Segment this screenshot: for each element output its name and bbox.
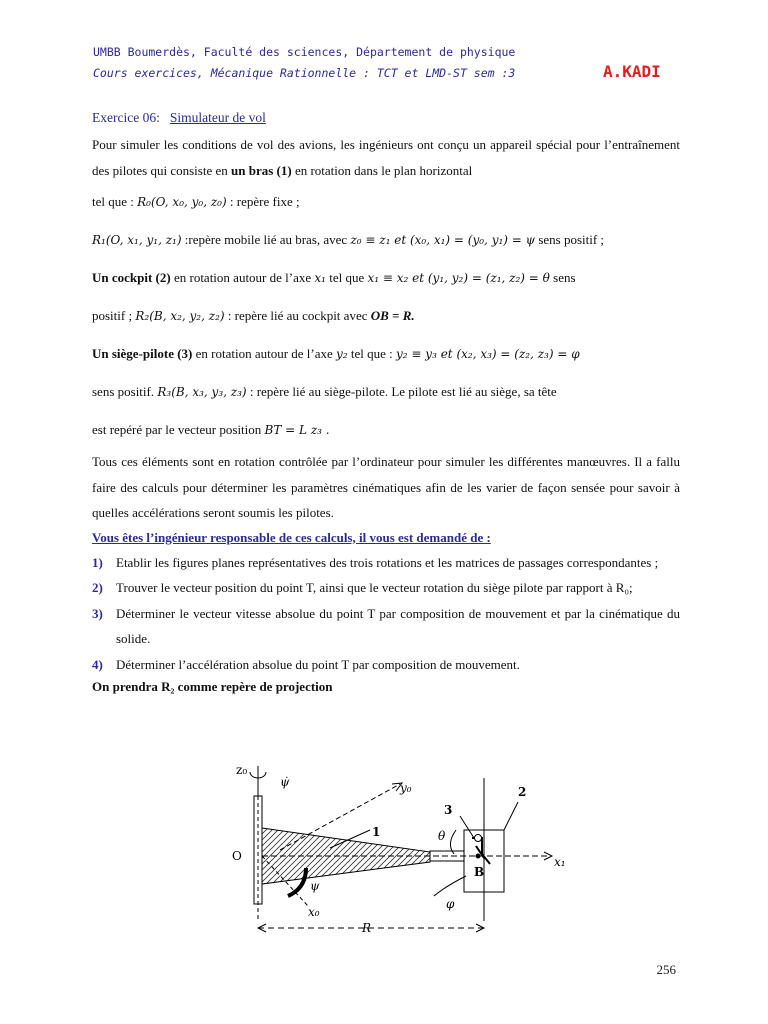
label-psidot: ψ̇ (280, 775, 290, 789)
header-institution: UMBB Boumerdès, Faculté des sciences, Département de physique (93, 45, 516, 59)
label-2: 2 (518, 785, 527, 799)
label-theta: θ (438, 829, 446, 843)
pilot-head (475, 835, 482, 842)
exercise-content (92, 110, 680, 695)
bt-line: est repéré par le vecteur position BT = L z₃ . (92, 422, 330, 437)
page-header (93, 42, 683, 84)
intro-paragraph: Pour simuler les conditions de vol des avions, les ingénieurs ont conçu un appareil spécial pour l’entraînement des pilotes qui consiste en un bras (1) en rotation dans le plan horizontal (92, 137, 680, 178)
label-phi: φ (446, 897, 455, 911)
header-course: Cours exercices, Mécanique Rationnelle : TCT et LMD-ST sem :3 (93, 66, 516, 80)
label-r: R (362, 921, 372, 935)
label-psi: ψ (310, 879, 320, 893)
task-item: 3) Déterminer le vecteur vitesse absolue du point T par composition de mouvement et par la cinématique du solide. (92, 605, 680, 646)
point-b (476, 854, 481, 859)
label-b: B (474, 865, 485, 879)
label-x1: x₁ (554, 855, 566, 869)
task-item: 1) Etablir les figures planes représentatives des trois rotations et les matrices de passages correspondantes ; (92, 554, 659, 570)
r3-line: sens positif. R₃(B, x₃, y₃, z₃) : repère lié au siège-pilote. Le pilote est lié au siège, sa tête (92, 384, 557, 399)
siege-line: Un siège-pilote (3) en rotation autour de l’axe y₂ tel que : y₂ ≡ y₃ et (x₂, x₃) = (z₂, z₃) = φ (92, 346, 580, 361)
projection-note: On prendra R₂ comme repère de projection (92, 679, 333, 694)
context-paragraph: Tous ces éléments sont en rotation contrôlée par l’ordinateur pour simuler les différentes manœuvres. Il a fallu faire des calculs pour déterminer les paramètres cinématiques afin de les varier de façon sensée pour savoir à quelles accélérations seront soumis les pilotes. (92, 454, 680, 520)
r1-line: R₁(O, x₁, y₁, z₁) :repère mobile lié au bras, avec z₀ ≡ z₁ et (x₀, x₁) = (y₀, y₁) = ψ sens positif ; (92, 232, 605, 247)
task-heading: Vous êtes l’ingénieur responsable de ces calculs, il vous est demandé de : (92, 529, 491, 545)
theta-arc (450, 830, 456, 854)
r2-line: positif ; R₂(B, x₂, y₂, z₂) : repère lié au cockpit avec OB = R. (92, 308, 415, 323)
task-list (92, 550, 680, 678)
pointer-2 (504, 802, 518, 830)
label-3: 3 (444, 803, 453, 817)
label-x0: x₀ (308, 905, 320, 919)
author-name: A.KADI (603, 62, 661, 81)
exercise-label: Exercice 06: (92, 110, 160, 125)
cockpit-line: Un cockpit (2) en rotation autour de l’axe x₁ tel que x₁ ≡ x₂ et (y₁, y₂) = (z₁, z₂) = θ sens (92, 270, 576, 285)
r0-line: tel que : R₀(O, x₀, y₀, z₀) : repère fixe ; (92, 194, 300, 209)
phi-arc (434, 876, 466, 896)
exercise-title (92, 110, 680, 126)
label-z0: z₀ (236, 763, 248, 777)
page-number: 256 (656, 962, 676, 977)
exercise-name: Simulateur de vol (169, 110, 266, 125)
label-1: 1 (372, 825, 381, 839)
label-o: O (232, 849, 242, 863)
task-item: 2) Trouver le vecteur position du point T, ainsi que le vecteur rotation du siège pilote par rapport à R₀; (92, 580, 633, 595)
simulator-diagram (220, 756, 580, 936)
task-item: 4) Déterminer l’accélération absolue du point T par composition de mouvement. (92, 656, 520, 672)
label-y0: y₀ (400, 781, 412, 795)
